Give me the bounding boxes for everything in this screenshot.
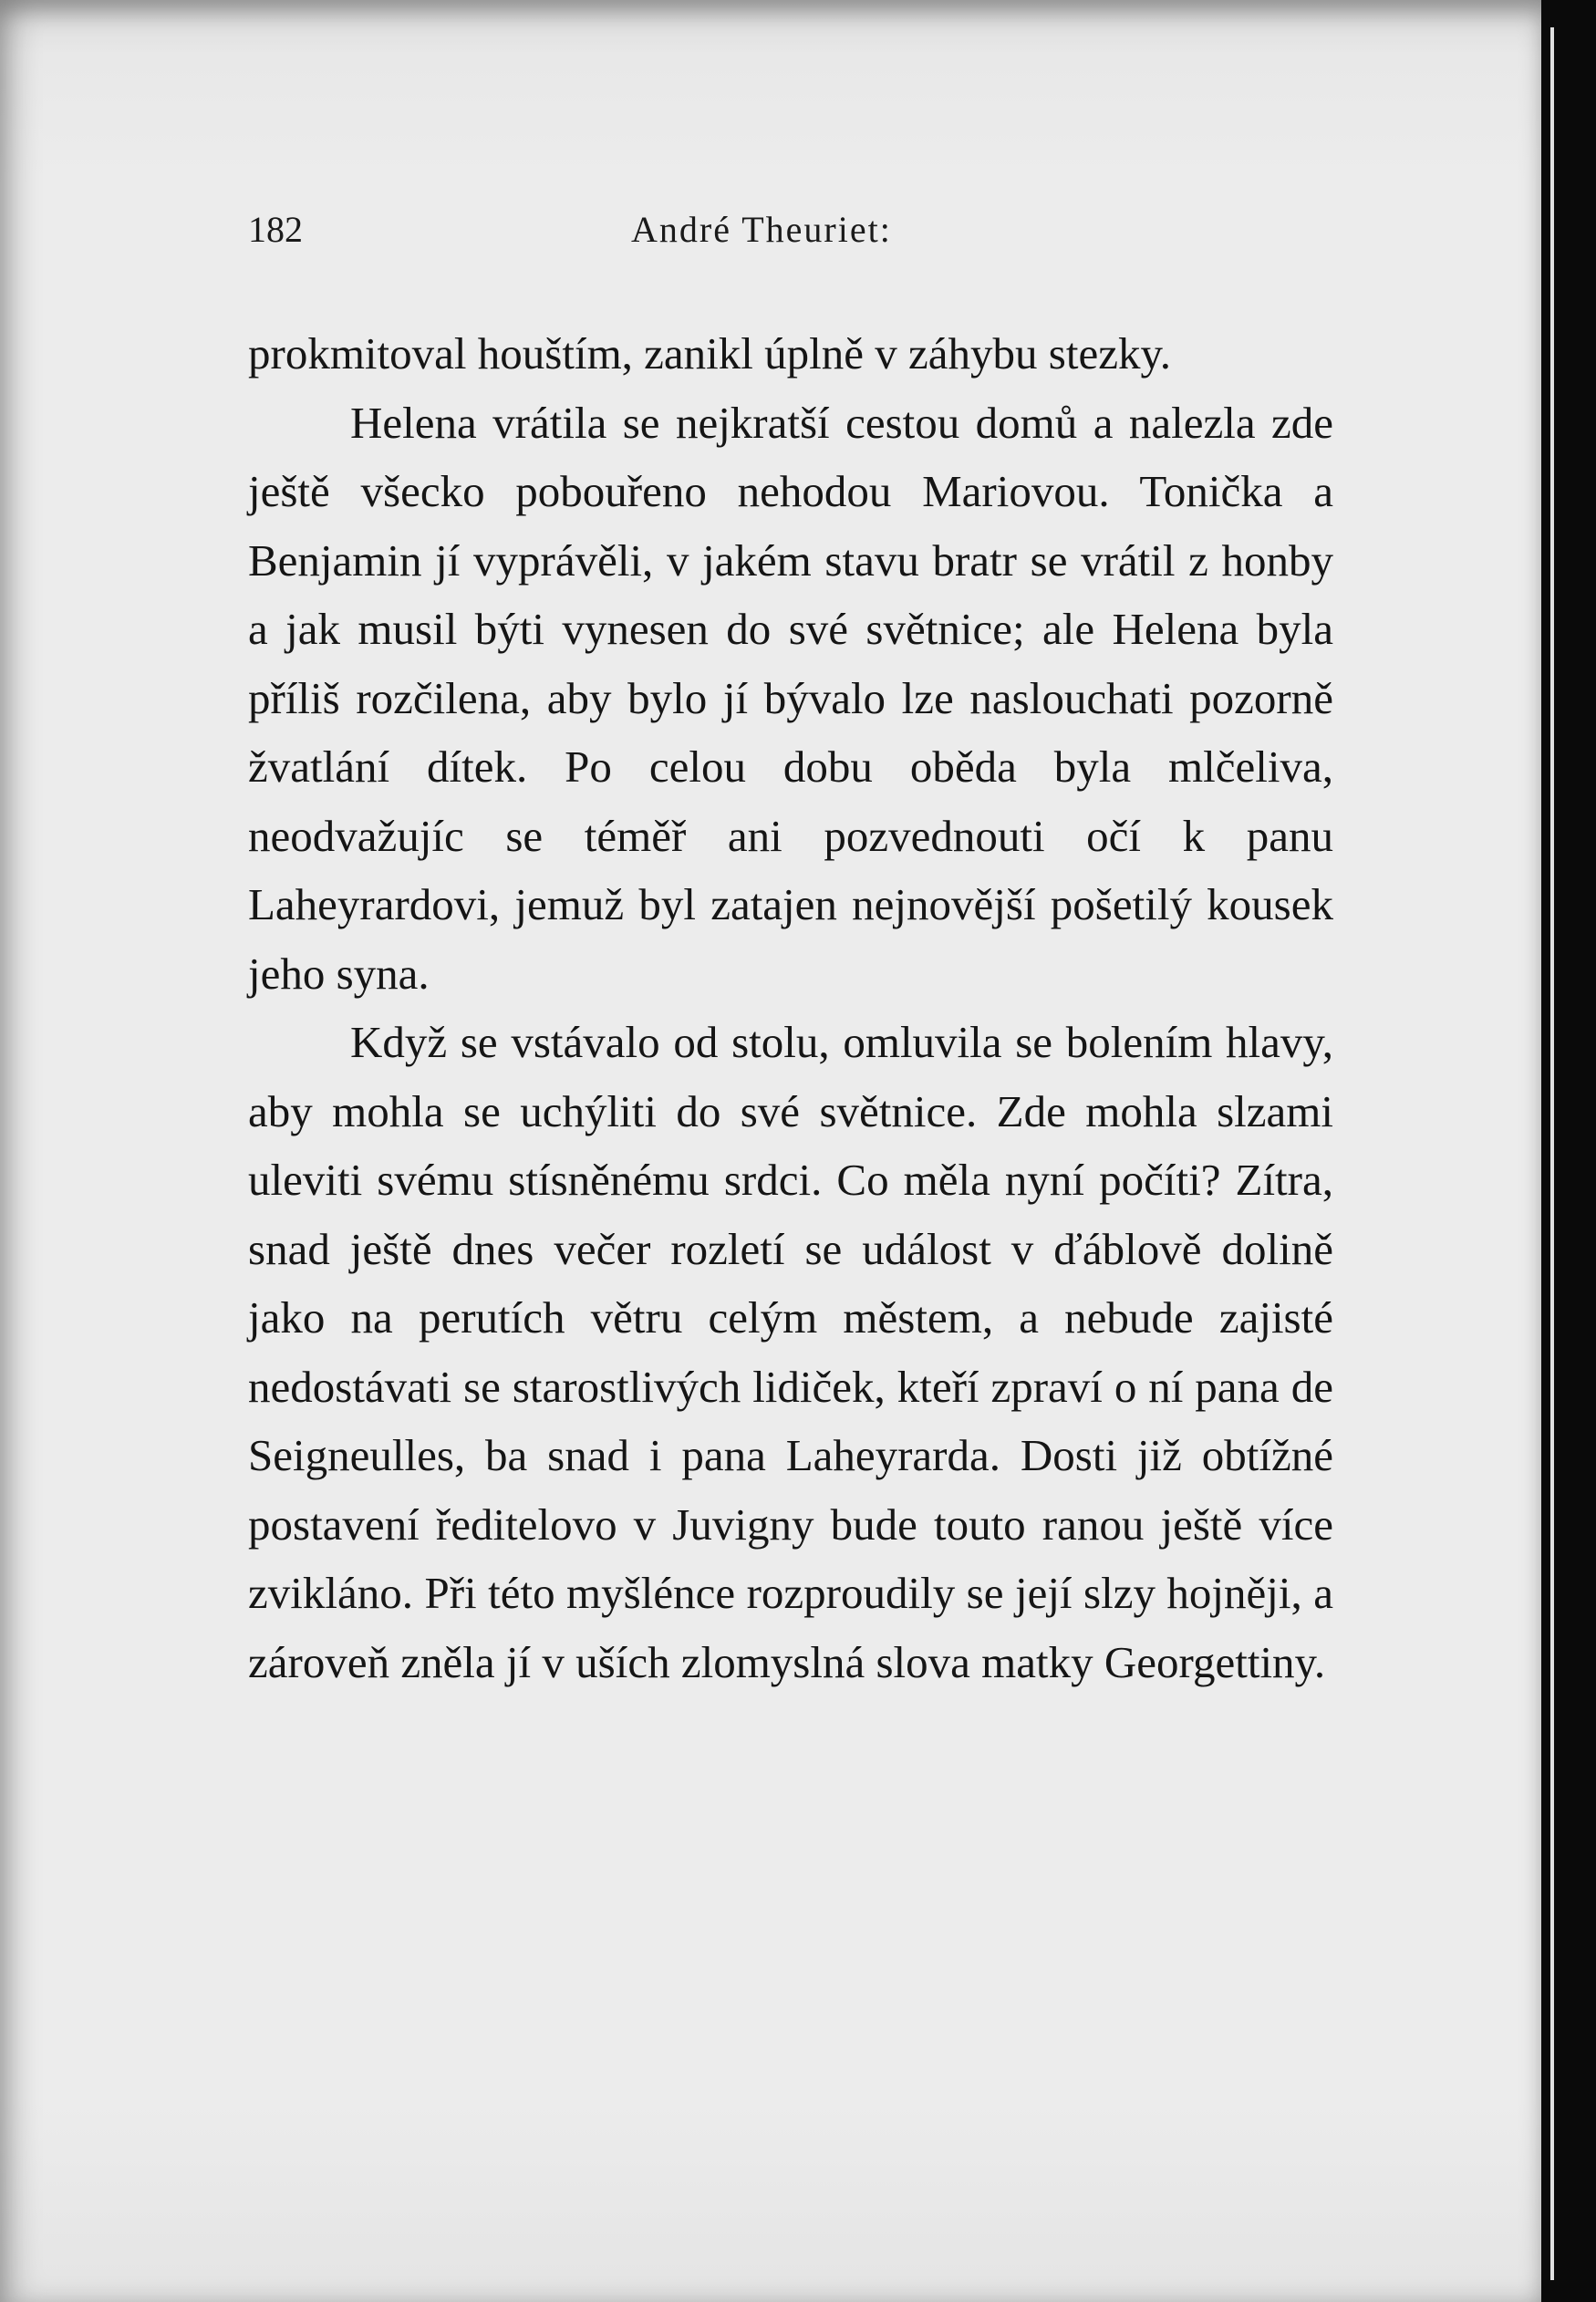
page-edge-line xyxy=(1550,27,1554,2280)
text-body xyxy=(248,319,1333,1696)
paragraph: Když se vstávalo od stolu, omluvila se bolením hlavy, aby mohla se uchýliti do své světnice. Zde mohla slzami uleviti svému stísněnému srdci. Co měla nyní počíti? Zítra, snad ještě dnes večer rozletí se událost v ďáblově dolině jako na perutích větru celým městem, a nebude zajisté nedostávati se starostlivých lidiček, kteří zpraví o ní pana de Seigneulles, ba snad i pana Laheyrarda. Dosti již obtížné postavení ředitelovo v Juvigny bude touto ranou ještě více zvikláno. Při této myšlénce rozproudily se její slzy hojněji, a zároveň zněla jí v uších zlomyslná slova matky Georgettiny. xyxy=(248,1017,1333,1687)
page-edge-shadow xyxy=(1541,0,1596,2302)
paragraph-continuation: prokmitoval houštím, zanikl úplně v záhybu stezky. xyxy=(248,328,1172,378)
page-number: 182 xyxy=(248,209,303,250)
paragraph: Helena vrátila se nejkratší cestou domů a nalezla zde ještě všecko pobouřeno nehodou Mariovou. Tonička a Benjamin jí vyprávěli, v jakém stavu bratr se vrátil z honby a jak musil býti vynesen do své světnice; ale Helena byla příliš rozčilena, aby bylo jí bývalo lze naslouchati pozorně žvatlání dítek. Po celou dobu oběda byla mlčeliva, neodvažujíc se téměř ani pozvednouti očí k panu Laheyrardovi, jemuž byl zatajen nejnovější pošetilý kousek jeho syna. xyxy=(248,397,1333,999)
page-header xyxy=(248,208,1342,263)
running-title: André Theuriet: xyxy=(631,209,892,250)
